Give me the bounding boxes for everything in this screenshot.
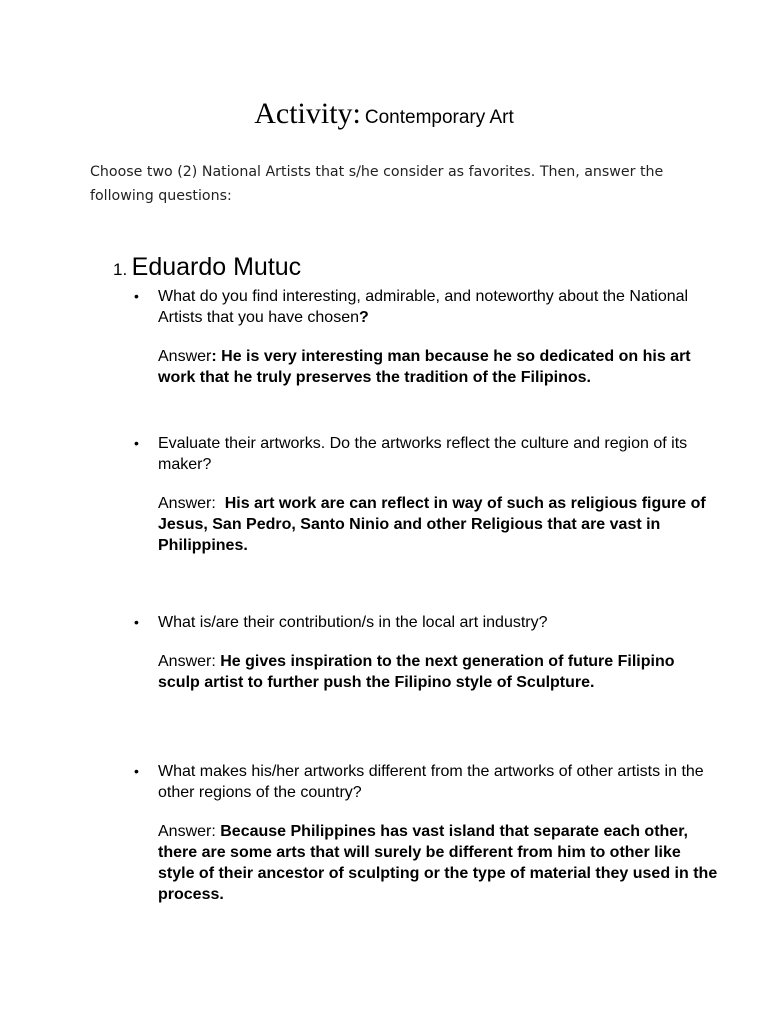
- bullet-icon: •: [134, 288, 139, 304]
- question-block-3: [134, 612, 718, 693]
- answer-4-label: Answer:: [158, 823, 216, 840]
- question-1-mark: ?: [359, 309, 369, 326]
- answer-1-label: Answer: [158, 348, 212, 365]
- question-1: [134, 286, 718, 328]
- question-4-text: What makes his/her artworks different from the artworks of other artists in the other regions of the country?: [158, 763, 704, 801]
- answer-2-text: His art work are can reflect in way of such as religious figure of Jesus, San Pedro, Santo Ninio and other Religious that are vast in Philippines.: [158, 495, 711, 554]
- answer-3-text: He gives inspiration to the next generation of future Filipino sculp artist to further push the Filipino style of Sculpture.: [158, 653, 675, 691]
- answer-2: [158, 493, 718, 556]
- artist-name: Eduardo Mutuc: [131, 253, 302, 281]
- question-block-4: [134, 761, 718, 905]
- page-title: [0, 97, 768, 131]
- question-block-2: [134, 433, 718, 556]
- question-3: [134, 612, 718, 633]
- bullet-icon: •: [134, 763, 139, 779]
- answer-3-label: Answer:: [158, 653, 216, 670]
- bullet-icon: •: [134, 614, 139, 630]
- answer-4-text: Because Philippines has vast island that separate each other, there are some arts that will surely be different from him to other like style of their ancestor of sculpting or the type of material they used in the process.: [158, 823, 718, 903]
- instructions-text: Choose two (2) National Artists that s/he consider as favorites. Then, answer the following questions:: [90, 164, 664, 204]
- answer-4: [158, 821, 718, 905]
- question-block-1: [134, 286, 718, 388]
- artist-heading: [113, 253, 301, 282]
- question-1-text: What do you find interesting, admirable, and noteworthy about the National Artists that you have chosen: [158, 288, 689, 326]
- question-3-text: What is/are their contribution/s in the local art industry?: [158, 614, 548, 631]
- answer-1: [158, 346, 718, 388]
- question-4: [134, 761, 718, 803]
- title-activity: Activity:: [254, 97, 361, 130]
- question-2: [134, 433, 718, 475]
- question-2-text: Evaluate their artworks. Do the artworks reflect the culture and region of its maker?: [158, 435, 688, 473]
- title-topic: Contemporary Art: [364, 107, 514, 128]
- artist-number: 1.: [113, 260, 128, 279]
- answer-3: [158, 651, 718, 693]
- answer-2-label: Answer:: [158, 495, 216, 512]
- bullet-icon: •: [134, 435, 139, 451]
- answer-1-text: : He is very interesting man because he so dedicated on his art work that he truly preserves the tradition of the Filipinos.: [158, 348, 691, 386]
